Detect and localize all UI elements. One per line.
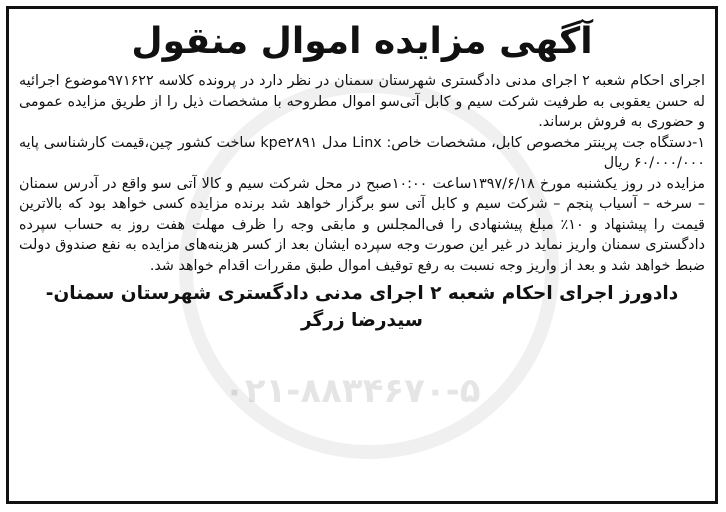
paragraph-item: ۱-دستگاه جت پرینتر مخصوص کابل، مشخصات خاص: Linx مدل kpe۲۸۹۱ ساخت کشور چین،قیمت کارشناسی پایه ۶۰/۰۰۰/۰۰۰ ریال <box>19 134 706 171</box>
notice-frame <box>6 6 718 504</box>
watermark-phone: ۰۲۱-۸۸۳۴۶۷۰-۵ <box>224 371 481 411</box>
notice-body <box>19 71 705 276</box>
paragraph-auction-terms: مزایده در روز یکشنبه مورخ ۱۳۹۷/۶/۱۸ساعت ۱۰:۰۰صبح در محل شرکت سیم و کالا آتی سو واقع در آدرس سمنان – سرخه – آسیاب پنجم – شرکت سیم و کابل آتی سو برگزار خواهد شد برنده مزایده کسی خواهد بود که بالاترین قیمت را پیشنهاد و ۱۰٪ مبلغ پیشنهادی را فی‌المجلس و مابقی وجه را ظرف مهلت هفت روز به حساب سپرده دادگستری سمنان واریز نماید در غیر این صورت وجه سپرده ایشان بعد از کسر هزینه‌های مزایده به نفع صندوق دولت ضبط خواهد شد و بعد از واریز وجه نسبت به رفع توقیف اموال طبق مقررات اقدام خواهد شد. <box>19 175 705 274</box>
notice-title: آگهی مزایده اموال منقول <box>131 21 593 62</box>
signature-name: سیدرضا زرگر <box>301 310 423 331</box>
signature-block <box>19 280 705 334</box>
paragraph-intro: اجرای احکام شعبه ۲ اجرای مدنی دادگستری شهرستان سمنان در نظر دارد در پرونده کلاسه ۹۷۱۶۲۲موضوع اجرائیه له حسن یعقوبی به طرفیت شرکت سیم و کابل آتی‌سو اموال مطروحه با مشخصات ذیل را از طریق مزایده عمومی و حضوری به فروش برساند. <box>19 73 705 130</box>
signature-title: دادورز اجرای احکام شعبه ۲ اجرای مدنی دادگستری شهرستان سمنان- <box>45 283 679 304</box>
